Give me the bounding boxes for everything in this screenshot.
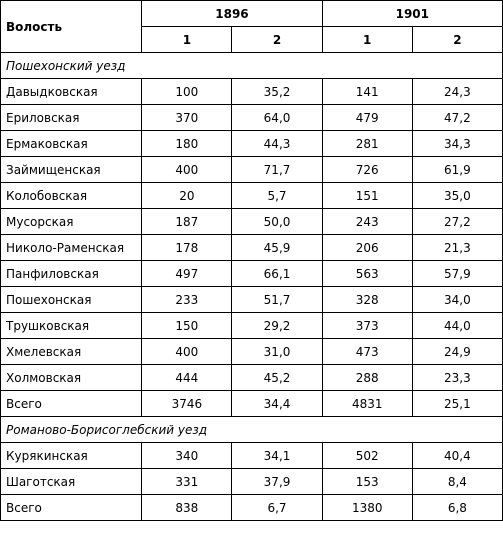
value-cell: 340 xyxy=(142,443,232,469)
subcolumn-header: 2 xyxy=(232,27,322,53)
table-row xyxy=(1,365,503,391)
value-cell: 328 xyxy=(322,287,412,313)
value-cell: 726 xyxy=(322,157,412,183)
value-cell: 281 xyxy=(322,131,412,157)
volost-name-cell: Николо-Раменская xyxy=(1,235,142,261)
value-cell: 61,9 xyxy=(412,157,502,183)
value-cell: 50,0 xyxy=(232,209,322,235)
value-cell: 4831 xyxy=(322,391,412,417)
volost-name-cell: Колобовская xyxy=(1,183,142,209)
volost-name-cell: Всего xyxy=(1,495,142,521)
value-cell: 3746 xyxy=(142,391,232,417)
value-cell: 31,0 xyxy=(232,339,322,365)
volost-name-cell: Шаготская xyxy=(1,469,142,495)
volost-name-cell: Хмелевская xyxy=(1,339,142,365)
volost-name-cell: Давыдковская xyxy=(1,79,142,105)
value-cell: 35,2 xyxy=(232,79,322,105)
value-cell: 100 xyxy=(142,79,232,105)
value-cell: 288 xyxy=(322,365,412,391)
table-row xyxy=(1,391,503,417)
value-cell: 243 xyxy=(322,209,412,235)
value-cell: 44,3 xyxy=(232,131,322,157)
value-cell: 5,7 xyxy=(232,183,322,209)
value-cell: 479 xyxy=(322,105,412,131)
value-cell: 66,1 xyxy=(232,261,322,287)
volost-name-cell: Мусорская xyxy=(1,209,142,235)
table-row xyxy=(1,261,503,287)
value-cell: 180 xyxy=(142,131,232,157)
value-cell: 8,4 xyxy=(412,469,502,495)
value-cell: 187 xyxy=(142,209,232,235)
value-cell: 502 xyxy=(322,443,412,469)
volost-name-cell: Панфиловская xyxy=(1,261,142,287)
value-cell: 57,9 xyxy=(412,261,502,287)
table-body xyxy=(1,53,503,521)
value-cell: 24,9 xyxy=(412,339,502,365)
volost-name-cell: Ермаковская xyxy=(1,131,142,157)
volost-name-cell: Трушковская xyxy=(1,313,142,339)
value-cell: 141 xyxy=(322,79,412,105)
section-row xyxy=(1,53,503,79)
value-cell: 444 xyxy=(142,365,232,391)
value-cell: 34,1 xyxy=(232,443,322,469)
table-row xyxy=(1,105,503,131)
value-cell: 21,3 xyxy=(412,235,502,261)
value-cell: 233 xyxy=(142,287,232,313)
value-cell: 206 xyxy=(322,235,412,261)
value-cell: 51,7 xyxy=(232,287,322,313)
table-row xyxy=(1,313,503,339)
table-row xyxy=(1,209,503,235)
volost-name-cell: Курякинская xyxy=(1,443,142,469)
value-cell: 20 xyxy=(142,183,232,209)
value-cell: 331 xyxy=(142,469,232,495)
table-row xyxy=(1,495,503,521)
value-cell: 150 xyxy=(142,313,232,339)
table-row xyxy=(1,183,503,209)
value-cell: 27,2 xyxy=(412,209,502,235)
value-cell: 6,8 xyxy=(412,495,502,521)
section-row xyxy=(1,417,503,443)
value-cell: 47,2 xyxy=(412,105,502,131)
value-cell: 29,2 xyxy=(232,313,322,339)
value-cell: 6,7 xyxy=(232,495,322,521)
subcolumn-header: 1 xyxy=(142,27,232,53)
value-cell: 838 xyxy=(142,495,232,521)
value-cell: 563 xyxy=(322,261,412,287)
section-title: Романово-Борисоглебский уезд xyxy=(1,417,503,443)
subcolumn-header: 1 xyxy=(322,27,412,53)
value-cell: 45,2 xyxy=(232,365,322,391)
value-cell: 1380 xyxy=(322,495,412,521)
table-row xyxy=(1,235,503,261)
table-row xyxy=(1,287,503,313)
header-row-years xyxy=(1,1,503,27)
table-row xyxy=(1,469,503,495)
value-cell: 37,9 xyxy=(232,469,322,495)
volost-name-cell: Займищенская xyxy=(1,157,142,183)
value-cell: 178 xyxy=(142,235,232,261)
value-cell: 153 xyxy=(322,469,412,495)
value-cell: 34,3 xyxy=(412,131,502,157)
value-cell: 34,4 xyxy=(232,391,322,417)
table-row xyxy=(1,157,503,183)
value-cell: 40,4 xyxy=(412,443,502,469)
column-header-volost: Волость xyxy=(1,1,142,53)
value-cell: 64,0 xyxy=(232,105,322,131)
value-cell: 71,7 xyxy=(232,157,322,183)
value-cell: 45,9 xyxy=(232,235,322,261)
value-cell: 400 xyxy=(142,157,232,183)
value-cell: 34,0 xyxy=(412,287,502,313)
volost-name-cell: Холмовская xyxy=(1,365,142,391)
table-row xyxy=(1,443,503,469)
subcolumn-header: 2 xyxy=(412,27,502,53)
table-row xyxy=(1,79,503,105)
value-cell: 373 xyxy=(322,313,412,339)
value-cell: 24,3 xyxy=(412,79,502,105)
table-row xyxy=(1,339,503,365)
value-cell: 400 xyxy=(142,339,232,365)
value-cell: 497 xyxy=(142,261,232,287)
volost-name-cell: Пошехонская xyxy=(1,287,142,313)
column-header-year-1896: 1896 xyxy=(142,1,322,27)
value-cell: 35,0 xyxy=(412,183,502,209)
table-row xyxy=(1,131,503,157)
volost-name-cell: Ериловская xyxy=(1,105,142,131)
section-title: Пошехонский уезд xyxy=(1,53,503,79)
column-header-year-1901: 1901 xyxy=(322,1,502,27)
value-cell: 23,3 xyxy=(412,365,502,391)
value-cell: 370 xyxy=(142,105,232,131)
value-cell: 151 xyxy=(322,183,412,209)
value-cell: 44,0 xyxy=(412,313,502,339)
value-cell: 473 xyxy=(322,339,412,365)
value-cell: 25,1 xyxy=(412,391,502,417)
volost-name-cell: Всего xyxy=(1,391,142,417)
